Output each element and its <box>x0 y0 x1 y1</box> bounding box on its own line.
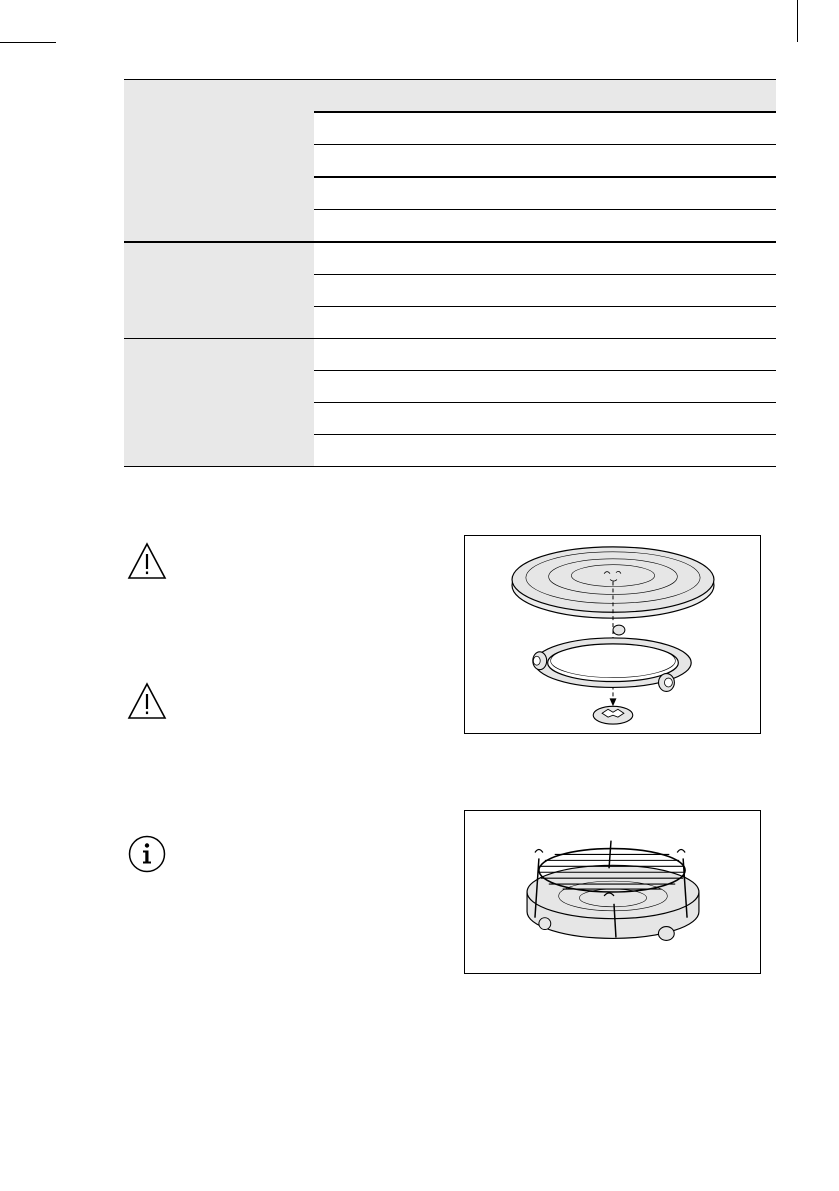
table-cell <box>513 275 776 307</box>
crop-mark-vertical <box>797 0 798 42</box>
table-cell <box>513 210 776 243</box>
table-cell <box>314 307 513 339</box>
table-cell <box>314 435 513 467</box>
table-cell <box>314 275 513 307</box>
grill-rack-on-turntable-illustration <box>465 811 760 973</box>
warning-triangle-icon <box>127 682 167 722</box>
table-cell <box>513 242 776 275</box>
table-cell <box>314 210 513 243</box>
settings-table <box>124 79 776 467</box>
table-row <box>124 339 776 371</box>
table-group-cell <box>124 339 314 467</box>
table-cell <box>513 339 776 371</box>
table-cell <box>513 80 776 113</box>
table-cell <box>513 112 776 145</box>
table-cell <box>314 371 513 403</box>
grill-rack-figure <box>464 810 761 974</box>
table-row <box>124 242 776 275</box>
table-cell <box>513 435 776 467</box>
table-cell <box>314 403 513 435</box>
turntable-assembly-figure <box>464 535 761 734</box>
table-cell <box>314 339 513 371</box>
table-cell <box>513 177 776 210</box>
info-circle-icon <box>127 834 167 874</box>
turntable-assembly-illustration <box>465 536 760 733</box>
table-cell <box>314 242 513 275</box>
table-group-cell <box>124 242 314 339</box>
table-row <box>124 80 776 113</box>
table-cell <box>314 112 513 145</box>
table-cell <box>513 371 776 403</box>
table-cell <box>314 145 513 178</box>
warning-triangle-icon <box>127 542 167 582</box>
table-cell <box>314 177 513 210</box>
table-group-cell <box>124 80 314 243</box>
table-cell <box>513 403 776 435</box>
crop-mark-horizontal <box>0 42 56 43</box>
table-cell <box>314 80 513 113</box>
table-cell <box>513 307 776 339</box>
table-cell <box>513 145 776 178</box>
